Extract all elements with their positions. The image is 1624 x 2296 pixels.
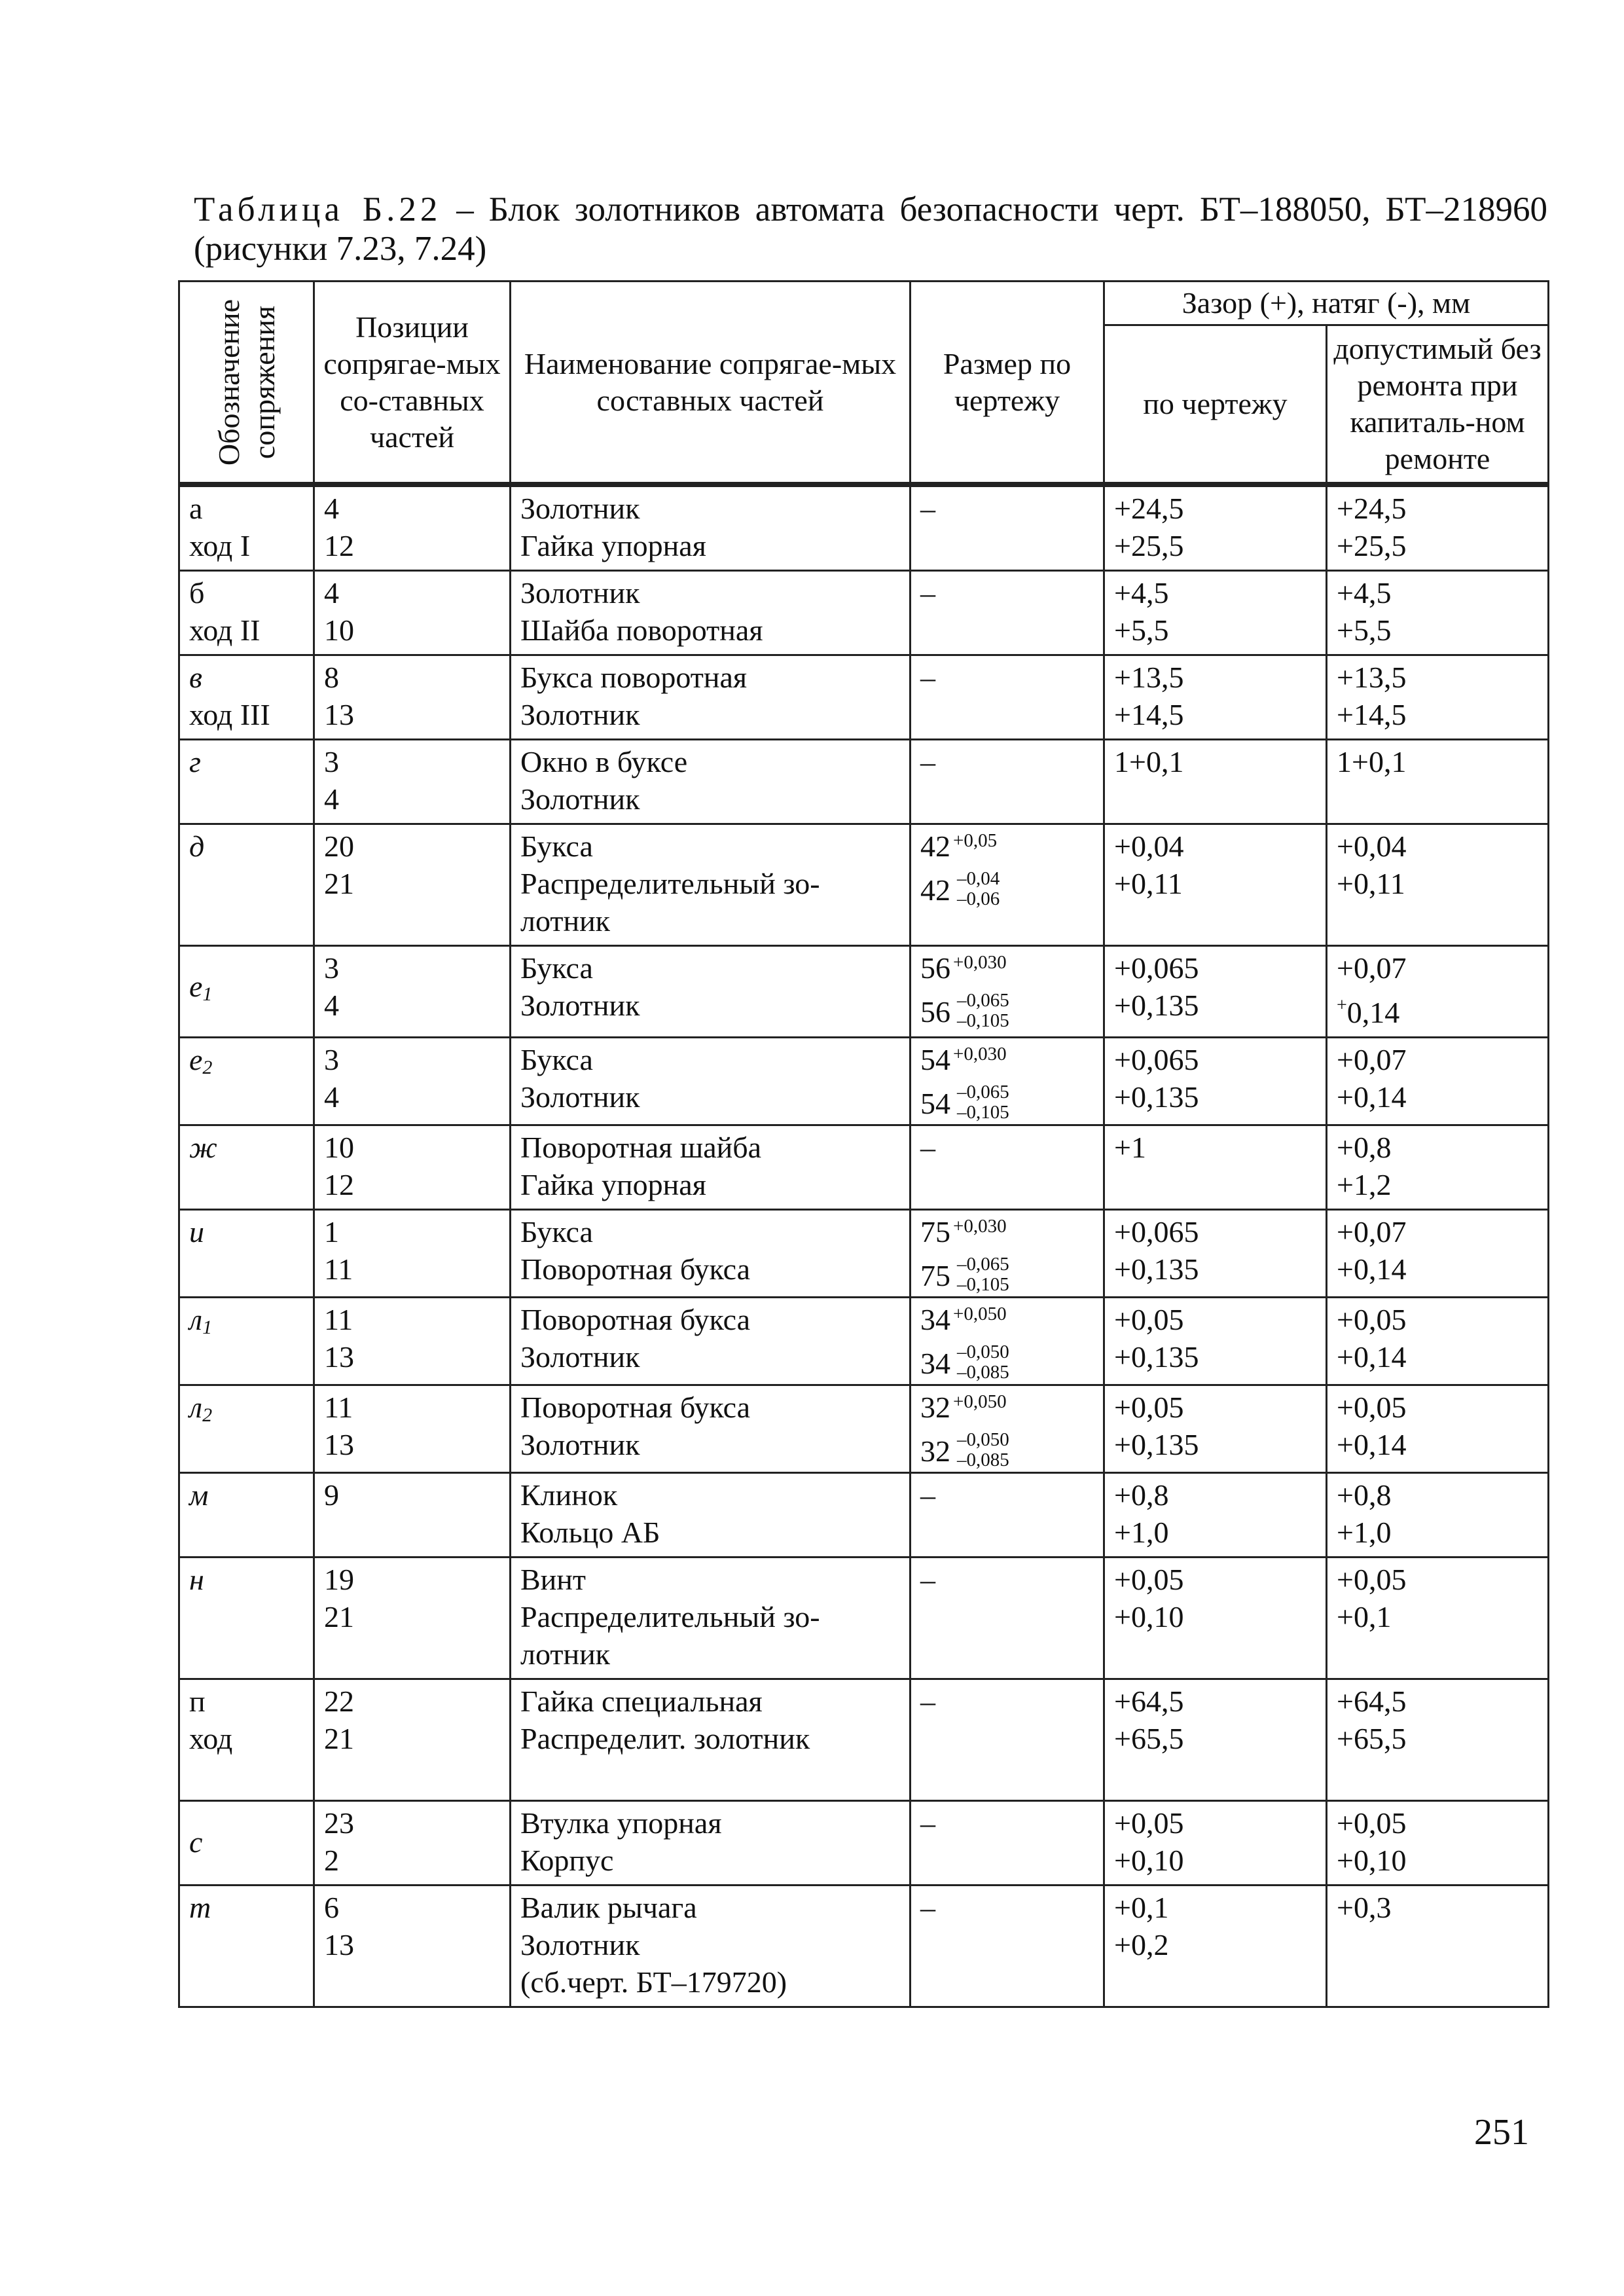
- size-dimension: 42 +0,05: [920, 829, 998, 863]
- allowed-value: +25,5: [1337, 529, 1407, 562]
- cell-names: [511, 1473, 911, 1558]
- cell-size: [911, 655, 1104, 740]
- size-dash: –: [920, 1131, 935, 1164]
- cell-by-drawing: [1104, 1385, 1327, 1473]
- cell-line: 8: [324, 661, 339, 694]
- cell-line: +0,065: [1114, 1215, 1199, 1248]
- cell-line: 13: [324, 1340, 354, 1374]
- cell-line: 13: [324, 1428, 354, 1461]
- cell-by-drawing: [1104, 1679, 1327, 1801]
- size-tolerance: 75 –0,065 –0,105: [920, 1254, 1009, 1295]
- cell-line: +14,5: [1114, 698, 1184, 731]
- cell-line: Распределительный зо-лотник: [520, 1600, 820, 1671]
- allowed-value: +1,2: [1337, 1168, 1392, 1201]
- cell-allowed: [1327, 1298, 1549, 1385]
- table-title: – Блок золотников автомата безопасности черт. БТ–188050, БТ–218960 (рисунки 7.23, 7.24): [194, 191, 1547, 268]
- cell-allowed: [1327, 1210, 1549, 1298]
- cell-line: (сб.черт. БТ–179720): [520, 1965, 787, 1999]
- allowed-value: +0,07: [1337, 1043, 1407, 1076]
- cell-line: +0,11: [1114, 867, 1183, 900]
- cell-line: 21: [324, 867, 354, 900]
- allowed-value: +0,8: [1337, 1131, 1392, 1164]
- cell-positions: [314, 740, 511, 824]
- cell-size: [911, 824, 1104, 946]
- cell-line: Букса поворотная: [520, 661, 748, 694]
- table-row: [179, 1298, 1549, 1385]
- allowed-value: +14,5: [1337, 698, 1407, 731]
- cell-line: 21: [324, 1600, 354, 1633]
- cell-by-drawing: [1104, 946, 1327, 1038]
- header-clearance-group: Зазор (+), натяг (-), мм: [1104, 282, 1549, 325]
- cell-allowed: [1327, 824, 1549, 946]
- cell-line: Гайка упорная: [520, 1168, 706, 1201]
- size-dash: –: [920, 1478, 935, 1512]
- allowed-value: +0,14: [1337, 995, 1400, 1029]
- designation-letter: л: [189, 1391, 203, 1424]
- cell-line: +0,135: [1114, 1252, 1199, 1286]
- cell-designation: [179, 1558, 314, 1679]
- page-number: 251: [1474, 2112, 1529, 2153]
- size-tolerance: 34 –0,050 –0,085: [920, 1341, 1009, 1383]
- cell-line: +0,04: [1114, 829, 1184, 863]
- cell-line: +0,065: [1114, 951, 1199, 985]
- allowed-value: +24,5: [1337, 492, 1407, 525]
- designation-line: в: [189, 661, 202, 694]
- cell-allowed: [1327, 1385, 1549, 1473]
- cell-line: 6: [324, 1891, 339, 1924]
- size-dimension: 56 +0,030: [920, 951, 1007, 985]
- cell-by-drawing: [1104, 1473, 1327, 1558]
- cell-line: 2: [324, 1844, 339, 1877]
- designation-index: 1: [202, 1317, 213, 1338]
- cell-size: [911, 1038, 1104, 1125]
- cell-line: 9: [324, 1478, 339, 1512]
- cell-designation: [179, 1298, 314, 1385]
- table-row: [179, 1038, 1549, 1125]
- cell-line: 12: [324, 529, 354, 562]
- cell-by-drawing: [1104, 1210, 1327, 1298]
- cell-positions: [314, 484, 511, 571]
- cell-by-drawing: [1104, 740, 1327, 824]
- cell-line: Поворотная букса: [520, 1303, 751, 1336]
- cell-line: 21: [324, 1722, 354, 1755]
- size-dash: –: [920, 492, 935, 525]
- allowed-value: +0,05: [1337, 1303, 1407, 1336]
- cell-line: +24,5: [1114, 492, 1184, 525]
- table-caption: [194, 190, 1547, 268]
- allowed-value: +13,5: [1337, 661, 1407, 694]
- cell-line: +0,10: [1114, 1600, 1184, 1633]
- allowed-value: +0,11: [1337, 867, 1405, 900]
- header-positions: Позиции сопрягае-мых со-ставных частей: [314, 282, 511, 485]
- cell-line: +5,5: [1114, 613, 1169, 647]
- allowed-value: +0,8: [1337, 1478, 1392, 1512]
- cell-line: 19: [324, 1563, 354, 1596]
- cell-by-drawing: [1104, 1038, 1327, 1125]
- cell-positions: [314, 1886, 511, 2007]
- cell-line: Букса: [520, 1043, 593, 1076]
- cell-line: +0,8: [1114, 1478, 1169, 1512]
- cell-names: [511, 655, 911, 740]
- allowed-value: +0,3: [1337, 1891, 1392, 1924]
- cell-size: [911, 1125, 1104, 1210]
- cell-line: 20: [324, 829, 354, 863]
- designation-line: м: [189, 1478, 209, 1512]
- designation-line: п: [189, 1685, 206, 1718]
- cell-positions: [314, 1210, 511, 1298]
- cell-line: Букса: [520, 829, 593, 863]
- cell-names: [511, 484, 911, 571]
- cell-designation: [179, 1038, 314, 1125]
- cell-line: 1+0,1: [1114, 745, 1184, 778]
- size-dash: –: [920, 1685, 935, 1718]
- size-dash: –: [920, 1563, 935, 1596]
- allowed-value: +64,5: [1337, 1685, 1407, 1718]
- cell-names: [511, 1210, 911, 1298]
- table-row: [179, 1886, 1549, 2007]
- allowed-value: +5,5: [1337, 613, 1392, 647]
- table-row: [179, 1558, 1549, 1679]
- cell-designation: [179, 824, 314, 946]
- cell-positions: [314, 946, 511, 1038]
- cell-by-drawing: [1104, 1801, 1327, 1886]
- cell-line: Золотник: [520, 576, 640, 610]
- cell-line: +25,5: [1114, 529, 1184, 562]
- designation-line: и: [189, 1215, 204, 1248]
- cell-positions: [314, 1385, 511, 1473]
- header-name: Наименование сопрягае-мых составных частей: [511, 282, 911, 485]
- cell-line: +1: [1114, 1131, 1146, 1164]
- designation-line: д: [189, 829, 205, 863]
- designation-letter: л: [189, 1303, 203, 1336]
- cell-line: Распределительный зо-лотник: [520, 867, 820, 938]
- cell-line: Золотник: [520, 782, 640, 816]
- cell-line: Поворотная букса: [520, 1391, 751, 1424]
- table-row: [179, 1125, 1549, 1210]
- table-body: [179, 484, 1549, 2007]
- cell-line: Золотник: [520, 698, 640, 731]
- cell-line: 11: [324, 1391, 353, 1424]
- cell-by-drawing: [1104, 571, 1327, 655]
- size-tolerance: 56 –0,065 –0,105: [920, 990, 1009, 1031]
- cell-size: [911, 1298, 1104, 1385]
- table-row: [179, 740, 1549, 824]
- cell-names: [511, 1038, 911, 1125]
- designation-line: н: [189, 1563, 204, 1596]
- designation-line: ход I: [189, 529, 251, 562]
- cell-line: Окно в буксе: [520, 745, 688, 778]
- cell-line: +0,135: [1114, 1340, 1199, 1374]
- cell-line: Распределит. золотник: [520, 1722, 810, 1755]
- cell-designation: [179, 1679, 314, 1801]
- cell-size: [911, 1886, 1104, 2007]
- cell-line: 4: [324, 782, 339, 816]
- cell-line: +65,5: [1114, 1722, 1184, 1755]
- table-row: [179, 1801, 1549, 1886]
- cell-names: [511, 1298, 911, 1385]
- cell-line: 23: [324, 1806, 354, 1840]
- cell-positions: [314, 1558, 511, 1679]
- table-row: [179, 1210, 1549, 1298]
- cell-line: Золотник: [520, 1340, 640, 1374]
- cell-by-drawing: [1104, 655, 1327, 740]
- cell-line: 10: [324, 613, 354, 647]
- cell-allowed: [1327, 1473, 1549, 1558]
- cell-line: 10: [324, 1131, 354, 1164]
- cell-allowed: [1327, 1679, 1549, 1801]
- allowed-value: +0,14: [1337, 1428, 1407, 1461]
- cell-line: 4: [324, 576, 339, 610]
- cell-designation: [179, 1385, 314, 1473]
- cell-line: +0,10: [1114, 1844, 1184, 1877]
- allowed-value: +0,14: [1337, 1080, 1407, 1114]
- designation-line: ж: [189, 1131, 217, 1164]
- cell-size: [911, 1558, 1104, 1679]
- cell-allowed: [1327, 1038, 1549, 1125]
- size-dimension: 32 +0,050: [920, 1391, 1007, 1424]
- cell-names: [511, 1125, 911, 1210]
- designation-line: ход II: [189, 613, 261, 647]
- size-dash: –: [920, 1891, 935, 1924]
- cell-line: Поворотная букса: [520, 1252, 751, 1286]
- cell-line: Кольцо АБ: [520, 1516, 660, 1549]
- cell-allowed: [1327, 1886, 1549, 2007]
- cell-names: [511, 1679, 911, 1801]
- cell-line: Поворотная шайба: [520, 1131, 762, 1164]
- allowed-value: +0,14: [1337, 1252, 1407, 1286]
- cell-line: Золотник: [520, 1428, 640, 1461]
- designation-line: т: [189, 1891, 211, 1924]
- designation-line: с: [189, 1825, 203, 1859]
- cell-line: 11: [324, 1252, 353, 1286]
- table-row: [179, 655, 1549, 740]
- cell-names: [511, 1385, 911, 1473]
- size-tolerance: 32 –0,050 –0,085: [920, 1429, 1009, 1470]
- cell-size: [911, 946, 1104, 1038]
- cell-by-drawing: [1104, 484, 1327, 571]
- cell-line: +1,0: [1114, 1516, 1169, 1549]
- cell-names: [511, 1886, 911, 2007]
- parts-table: [178, 280, 1549, 2008]
- cell-names: [511, 740, 911, 824]
- cell-line: +4,5: [1114, 576, 1169, 610]
- cell-size: [911, 740, 1104, 824]
- allowed-value: 1+0,1: [1337, 745, 1407, 778]
- cell-line: Шайба поворотная: [520, 613, 763, 647]
- designation-letter: е: [189, 1043, 203, 1076]
- cell-positions: [314, 571, 511, 655]
- size-dimension: 54 +0,030: [920, 1043, 1007, 1076]
- table-row: [179, 1679, 1549, 1801]
- cell-line: 12: [324, 1168, 354, 1201]
- cell-size: [911, 484, 1104, 571]
- size-dash: –: [920, 745, 935, 778]
- size-dash: –: [920, 1806, 935, 1840]
- cell-size: [911, 571, 1104, 655]
- cell-designation: [179, 1801, 314, 1886]
- cell-designation: [179, 946, 314, 1038]
- designation-line: г: [189, 745, 201, 778]
- cell-positions: [314, 1801, 511, 1886]
- cell-line: +0,135: [1114, 1428, 1199, 1461]
- cell-line: 22: [324, 1685, 354, 1718]
- cell-positions: [314, 1298, 511, 1385]
- cell-line: Втулка упорная: [520, 1806, 722, 1840]
- header-allowed: допустимый без ремонта при капиталь-ном ремонте: [1327, 325, 1549, 485]
- allowed-value: +0,07: [1337, 1215, 1407, 1248]
- cell-designation: [179, 740, 314, 824]
- cell-line: 4: [324, 1080, 339, 1114]
- cell-line: Золотник: [520, 1928, 640, 1961]
- cell-line: +0,05: [1114, 1303, 1184, 1336]
- cell-line: +0,065: [1114, 1043, 1199, 1076]
- cell-line: +0,135: [1114, 1080, 1199, 1114]
- cell-allowed: [1327, 1558, 1549, 1679]
- designation-line: а: [189, 492, 203, 525]
- cell-names: [511, 571, 911, 655]
- table-row: [179, 824, 1549, 946]
- allowed-value: +0,1: [1337, 1600, 1392, 1633]
- cell-line: Клинок: [520, 1478, 618, 1512]
- cell-line: 1: [324, 1215, 339, 1248]
- cell-by-drawing: [1104, 824, 1327, 946]
- cell-line: Гайка специальная: [520, 1685, 763, 1718]
- cell-line: +0,05: [1114, 1806, 1184, 1840]
- allowed-value: +65,5: [1337, 1722, 1407, 1755]
- cell-by-drawing: [1104, 1125, 1327, 1210]
- allowed-value: +4,5: [1337, 576, 1392, 610]
- cell-by-drawing: [1104, 1886, 1327, 2007]
- cell-size: [911, 1473, 1104, 1558]
- cell-positions: [314, 1473, 511, 1558]
- cell-names: [511, 1801, 911, 1886]
- cell-line: +0,05: [1114, 1563, 1184, 1596]
- cell-allowed: [1327, 571, 1549, 655]
- cell-by-drawing: [1104, 1558, 1327, 1679]
- cell-size: [911, 1679, 1104, 1801]
- designation-index: 1: [202, 983, 213, 1005]
- header-designation: Обозначение сопряжения: [179, 282, 314, 485]
- cell-line: 13: [324, 1928, 354, 1961]
- cell-positions: [314, 1679, 511, 1801]
- allowed-value: +0,05: [1337, 1563, 1407, 1596]
- cell-positions: [314, 655, 511, 740]
- cell-allowed: [1327, 484, 1549, 571]
- cell-size: [911, 1210, 1104, 1298]
- cell-size: [911, 1385, 1104, 1473]
- cell-positions: [314, 1125, 511, 1210]
- size-dash: –: [920, 576, 935, 610]
- designation-line: б: [189, 576, 205, 610]
- cell-line: Золотник: [520, 492, 640, 525]
- size-dash: –: [920, 661, 935, 694]
- table-row: [179, 1385, 1549, 1473]
- cell-line: +64,5: [1114, 1685, 1184, 1718]
- cell-line: 11: [324, 1303, 353, 1336]
- table-row: [179, 484, 1549, 571]
- cell-names: [511, 824, 911, 946]
- cell-line: +13,5: [1114, 661, 1184, 694]
- cell-line: Золотник: [520, 1080, 640, 1114]
- size-dimension: 34 +0,050: [920, 1303, 1007, 1336]
- designation-index: 2: [202, 1404, 213, 1426]
- cell-positions: [314, 1038, 511, 1125]
- cell-line: Винт: [520, 1563, 586, 1596]
- cell-line: Корпус: [520, 1844, 614, 1877]
- allowed-value: +0,07: [1337, 951, 1407, 985]
- allowed-value: +0,04: [1337, 829, 1407, 863]
- cell-allowed: [1327, 1125, 1549, 1210]
- cell-line: +0,2: [1114, 1928, 1169, 1961]
- cell-line: Букса: [520, 1215, 593, 1248]
- cell-designation: [179, 1886, 314, 2007]
- cell-line: 3: [324, 1043, 339, 1076]
- cell-line: 3: [324, 951, 339, 985]
- cell-line: Золотник: [520, 989, 640, 1022]
- header-by-drawing: по чертежу: [1104, 325, 1327, 485]
- cell-line: 13: [324, 698, 354, 731]
- cell-allowed: [1327, 740, 1549, 824]
- cell-names: [511, 946, 911, 1038]
- allowed-value: +0,10: [1337, 1844, 1407, 1877]
- cell-line: 3: [324, 745, 339, 778]
- designation-line: ход III: [189, 698, 270, 731]
- designation-line: ход: [189, 1722, 233, 1755]
- designation-letter: е: [189, 970, 203, 1003]
- cell-line: 4: [324, 989, 339, 1022]
- cell-names: [511, 1558, 911, 1679]
- table-row: [179, 1473, 1549, 1558]
- cell-line: Валик рычага: [520, 1891, 697, 1924]
- cell-line: Букса: [520, 951, 593, 985]
- cell-allowed: [1327, 1801, 1549, 1886]
- cell-designation: [179, 571, 314, 655]
- cell-allowed: [1327, 946, 1549, 1038]
- cell-line: +0,1: [1114, 1891, 1169, 1924]
- cell-by-drawing: [1104, 1298, 1327, 1385]
- size-tolerance: 54 –0,065 –0,105: [920, 1082, 1009, 1123]
- cell-line: +0,135: [1114, 989, 1199, 1022]
- allowed-value: +1,0: [1337, 1516, 1392, 1549]
- designation-index: 2: [202, 1057, 213, 1078]
- size-tolerance: 42 –0,04 –0,06: [920, 868, 1000, 909]
- cell-designation: [179, 1125, 314, 1210]
- table-label: Таблица Б.22: [194, 191, 442, 228]
- cell-positions: [314, 824, 511, 946]
- cell-designation: [179, 1473, 314, 1558]
- cell-size: [911, 1801, 1104, 1886]
- table-row: [179, 571, 1549, 655]
- allowed-value: +0,05: [1337, 1806, 1407, 1840]
- table-row: [179, 946, 1549, 1038]
- size-dimension: 75 +0,030: [920, 1215, 1007, 1248]
- cell-designation: [179, 484, 314, 571]
- cell-designation: [179, 655, 314, 740]
- cell-line: 4: [324, 492, 339, 525]
- header-size: Размер по чертежу: [911, 282, 1104, 485]
- cell-line: Гайка упорная: [520, 529, 706, 562]
- cell-designation: [179, 1210, 314, 1298]
- cell-line: +0,05: [1114, 1391, 1184, 1424]
- cell-allowed: [1327, 655, 1549, 740]
- allowed-value: +0,05: [1337, 1391, 1407, 1424]
- allowed-value: +0,14: [1337, 1340, 1407, 1374]
